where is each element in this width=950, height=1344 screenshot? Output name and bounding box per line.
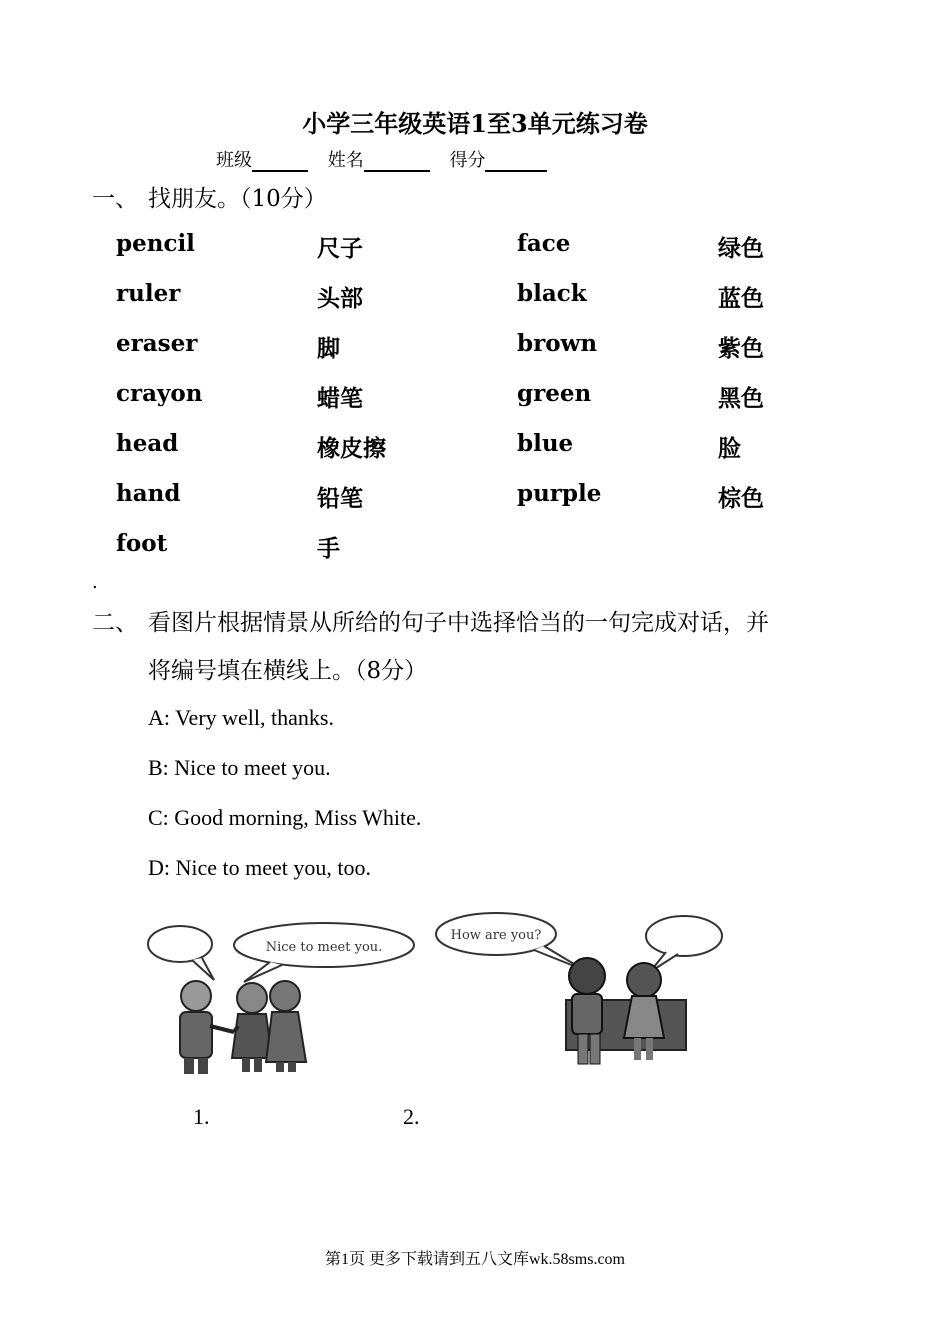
option-d: D: Nice to meet you, too. — [148, 855, 372, 880]
stray-dot: . — [92, 572, 98, 593]
chinese-color-word: 绿色 — [718, 235, 764, 262]
bubble-1-text: Nice to meet you. — [265, 940, 383, 955]
color-word: green — [517, 380, 592, 407]
name-label: 姓名 — [327, 150, 364, 171]
section2-heading — [92, 604, 769, 637]
section1-title: 找朋友。（10分） — [148, 186, 327, 212]
english-word: foot — [116, 530, 168, 557]
bubble-2-text: How are you? — [450, 928, 542, 943]
picture-1-greeting-scene — [140, 918, 425, 1078]
color-word: face — [517, 230, 571, 257]
english-word: head — [116, 430, 179, 457]
option-a: A: Very well, thanks. — [148, 705, 334, 730]
chinese-word: 脚 — [317, 335, 340, 362]
english-word: hand — [116, 480, 181, 507]
chinese-word: 手 — [317, 535, 340, 562]
picture-1-number: 1. — [193, 1104, 210, 1129]
chinese-word: 头部 — [317, 285, 363, 312]
chinese-color-word: 脸 — [718, 435, 741, 462]
score-blank[interactable] — [485, 152, 547, 172]
class-label: 班级 — [216, 150, 252, 171]
color-word: brown — [517, 330, 598, 357]
option-b: B: Nice to meet you. — [148, 755, 331, 780]
section2-number: 二、 — [92, 610, 138, 636]
section2-title-line2: 将编号填在横线上。（8分） — [148, 658, 428, 684]
score-label: 得分 — [449, 150, 486, 171]
student-info-line — [216, 146, 561, 172]
section1-number: 一、 — [92, 186, 138, 212]
chinese-word: 蜡笔 — [317, 385, 363, 412]
picture-2-kids-scene — [434, 908, 729, 1073]
section2-title-line1: 看图片根据情景从所给的句子中选择恰当的一句完成对话，并 — [148, 610, 769, 636]
color-word: black — [517, 280, 587, 307]
class-blank[interactable] — [252, 152, 308, 172]
option-c: C: Good morning, Miss White. — [148, 805, 422, 830]
english-word: pencil — [116, 230, 195, 257]
chinese-color-word: 紫色 — [718, 335, 764, 362]
color-word: purple — [517, 480, 602, 507]
section1-heading — [92, 180, 327, 213]
english-word: crayon — [116, 380, 203, 407]
chinese-word: 尺子 — [317, 235, 363, 262]
chinese-word: 橡皮擦 — [317, 435, 386, 462]
english-word: ruler — [116, 280, 181, 307]
page-title: 小学三年级英语1至3单元练习卷 — [302, 109, 648, 138]
chinese-word: 铅笔 — [317, 485, 363, 512]
english-word: eraser — [116, 330, 198, 357]
picture-2-number: 2. — [403, 1104, 420, 1129]
chinese-color-word: 蓝色 — [718, 285, 764, 312]
man-figure — [180, 981, 234, 1074]
woman-figure — [266, 981, 306, 1072]
name-blank[interactable] — [364, 152, 430, 172]
chinese-color-word: 黑色 — [718, 385, 764, 412]
color-word: blue — [517, 430, 574, 457]
page-footer: 第1页 更多下载请到五八文库wk.58sms.com — [324, 1251, 625, 1268]
chinese-color-word: 棕色 — [718, 485, 764, 512]
